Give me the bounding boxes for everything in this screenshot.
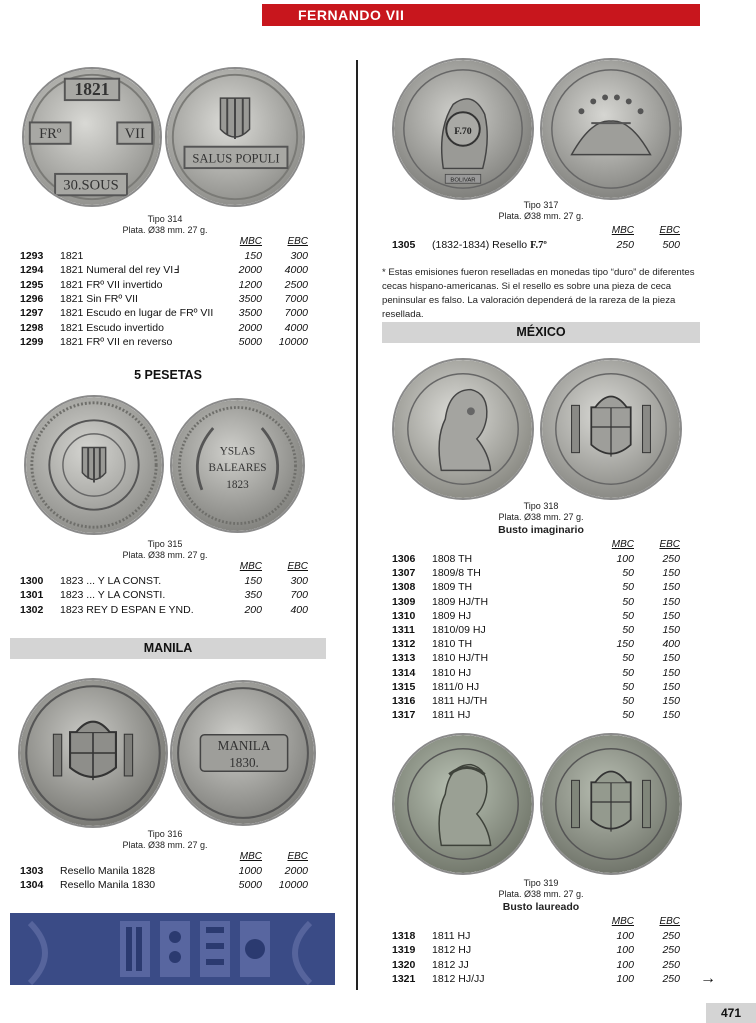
coin-314-right-stamp: VII bbox=[124, 125, 145, 142]
row-description: 1812 HJ bbox=[432, 944, 472, 957]
caption-316 bbox=[100, 829, 230, 851]
table-row bbox=[20, 278, 320, 292]
table-row bbox=[392, 609, 692, 623]
row-ebc: 4000 bbox=[284, 321, 308, 334]
col-mbc-315: MBC bbox=[239, 561, 262, 572]
row-ebc: 250 bbox=[662, 958, 680, 971]
row-number: 1316 bbox=[392, 695, 416, 707]
row-number: 1306 bbox=[392, 553, 416, 565]
row-description: 1811 HJ bbox=[432, 709, 471, 722]
coin-319-reverse bbox=[540, 733, 682, 875]
row-description: 1823 ... Y LA CONST. bbox=[60, 575, 162, 587]
coin-316-line2: 1830. bbox=[229, 755, 259, 771]
col-ebc-319: EBC bbox=[659, 916, 680, 927]
coin-315-obverse bbox=[24, 395, 164, 535]
table-row bbox=[20, 878, 320, 892]
row-description: 1811 HJ/TH bbox=[432, 695, 488, 707]
coin-315-line1: YSLAS bbox=[219, 445, 256, 458]
column-divider bbox=[356, 60, 358, 990]
col-ebc-317: EBC bbox=[659, 225, 680, 236]
row-number: 1304 bbox=[20, 879, 44, 892]
table-row bbox=[392, 580, 692, 594]
table-row bbox=[392, 708, 692, 722]
row-number: 1318 bbox=[392, 930, 416, 942]
page-title: FERNANDO VII bbox=[298, 7, 405, 23]
row-number: 1301 bbox=[20, 589, 44, 602]
col-ebc-318: EBC bbox=[659, 539, 680, 550]
table-row bbox=[20, 306, 320, 320]
row-number: 1313 bbox=[392, 652, 416, 665]
col-ebc-315: EBC bbox=[287, 561, 308, 572]
row-ebc: 150 bbox=[662, 652, 680, 665]
row-description: 1811 HJ bbox=[432, 930, 471, 942]
section-manila: MANILA bbox=[10, 638, 326, 659]
row-mbc: 50 bbox=[622, 666, 634, 679]
row-ebc: 500 bbox=[662, 239, 680, 251]
page-header bbox=[262, 4, 700, 26]
row-number: 1293 bbox=[20, 250, 44, 262]
coin-319-obverse bbox=[392, 733, 534, 875]
table-row-1305 bbox=[392, 238, 692, 252]
row-ebc: 250 bbox=[662, 972, 680, 985]
coin-318-obverse bbox=[392, 358, 534, 500]
row-description: 1810 TH bbox=[432, 638, 473, 651]
row-mbc: 50 bbox=[622, 567, 634, 580]
row-ebc: 7000 bbox=[284, 292, 308, 305]
caption-315-spec: Plata. Ø38 mm. 27 g. bbox=[122, 550, 208, 560]
table-row bbox=[20, 321, 320, 335]
row-mbc: 1000 bbox=[238, 865, 262, 877]
col-ebc-314: EBC bbox=[287, 236, 308, 247]
coin-317-reverse bbox=[540, 58, 682, 200]
stamp-mark: F.7º bbox=[530, 240, 547, 251]
row-mbc: 2000 bbox=[238, 321, 262, 334]
row-mbc: 200 bbox=[244, 603, 262, 616]
table-row bbox=[392, 566, 692, 580]
coin-315-line2: BALEARES bbox=[208, 462, 267, 475]
row-ebc: 300 bbox=[290, 575, 308, 587]
section-mexico: MÉXICO bbox=[382, 322, 700, 343]
row-mbc: 100 bbox=[616, 972, 634, 985]
coin-315-reverse bbox=[170, 398, 305, 533]
row-ebc: 150 bbox=[662, 680, 680, 693]
coin-314-year: 1821 bbox=[74, 79, 110, 100]
caption-318-subtitle: Busto imaginario bbox=[498, 524, 584, 536]
row-ebc: 10000 bbox=[278, 879, 308, 892]
row-ebc: 250 bbox=[662, 930, 680, 942]
row-ebc: 250 bbox=[662, 944, 680, 957]
col-mbc-316: MBC bbox=[239, 851, 262, 862]
table-row bbox=[392, 651, 692, 665]
table-row bbox=[20, 588, 320, 602]
table-row bbox=[20, 292, 320, 306]
row-ebc: 2500 bbox=[284, 278, 308, 291]
coin-314-reverse bbox=[165, 67, 305, 207]
row-mbc: 100 bbox=[616, 944, 634, 957]
row-mbc: 100 bbox=[616, 930, 634, 942]
coin-317-bottom: BOLIVAR bbox=[450, 177, 476, 184]
coin-316-line1: MANILA bbox=[217, 737, 271, 753]
row-mbc: 50 bbox=[622, 624, 634, 636]
row-number: 1314 bbox=[392, 666, 416, 679]
coin-314-left-stamp: FRº bbox=[39, 125, 62, 142]
row-mbc: 50 bbox=[622, 695, 634, 707]
table-row bbox=[392, 680, 692, 694]
row-number: 1302 bbox=[20, 603, 44, 616]
caption-317-type: Tipo 317 bbox=[523, 200, 559, 210]
caption-317 bbox=[476, 200, 606, 222]
row-description: 1821 Escudo invertido bbox=[60, 321, 164, 334]
table-row bbox=[20, 574, 320, 588]
coin-316-obverse bbox=[18, 678, 168, 828]
row-ebc: 150 bbox=[662, 624, 680, 636]
caption-318-spec: Plata. Ø38 mm. 27 g. bbox=[498, 512, 584, 522]
row-mbc: 50 bbox=[622, 709, 634, 722]
row-mbc: 50 bbox=[622, 581, 634, 594]
table-row bbox=[20, 864, 320, 878]
row-description: 1821 FRº VII en reverso bbox=[60, 335, 173, 348]
caption-319-subtitle: Busto laureado bbox=[502, 901, 580, 913]
row-description: 1808 TH bbox=[432, 553, 473, 565]
row-description: 1823 ... Y LA CONSTI. bbox=[60, 589, 166, 602]
row-description: 1809 HJ bbox=[432, 609, 472, 622]
caption-319 bbox=[476, 878, 606, 914]
row-description: Resello Manila 1828 bbox=[60, 865, 156, 877]
row-number: 1310 bbox=[392, 609, 416, 622]
row-description: 1810 HJ/TH bbox=[432, 652, 489, 665]
row-number: 1298 bbox=[20, 321, 44, 334]
row-mbc: 5000 bbox=[238, 879, 262, 892]
row-description: 1812 HJ/JJ bbox=[432, 972, 485, 985]
row-number: 1294 bbox=[20, 264, 44, 277]
row-description: 1809 TH bbox=[432, 581, 473, 594]
row-number: 1300 bbox=[20, 575, 44, 587]
row-description: 1812 JJ bbox=[432, 958, 469, 971]
row-mbc: 50 bbox=[622, 609, 634, 622]
row-description: 1821 Numeral del rey VIℲ bbox=[60, 264, 180, 277]
col-ebc-316: EBC bbox=[287, 851, 308, 862]
row-mbc: 1200 bbox=[238, 278, 262, 291]
coin-314-value-stamp: 30.SOUS bbox=[63, 177, 119, 194]
row-description: 1821 Sin FRº VII bbox=[60, 292, 138, 305]
row-ebc: 400 bbox=[662, 638, 680, 651]
caption-314-spec: Plata. Ø38 mm. 27 g. bbox=[122, 225, 208, 235]
col-mbc-318: MBC bbox=[611, 539, 634, 550]
footnote-317: * Estas emisiones fueron reselladas en monedas tipo “duro” de diferentes cecas hispano-americanas. Si el resello es sobre una pieza de ceca peninsular es falso. La valoración dependerá de la rareza de la pieza resellada. bbox=[382, 267, 695, 320]
caption-318-type: Tipo 318 bbox=[523, 501, 559, 511]
row-ebc: 2000 bbox=[284, 865, 308, 877]
row-mbc: 350 bbox=[244, 589, 262, 602]
page-number: 471 bbox=[706, 1003, 756, 1023]
row-description: 1821 Escudo en lugar de FRº VII bbox=[60, 307, 214, 320]
row-number: 1315 bbox=[392, 680, 416, 693]
row-number: 1296 bbox=[20, 292, 44, 305]
table-row bbox=[20, 263, 320, 277]
row-mbc: 150 bbox=[616, 638, 634, 651]
row-mbc: 100 bbox=[616, 553, 634, 565]
table-row bbox=[392, 972, 692, 986]
row-ebc: 150 bbox=[662, 609, 680, 622]
table-row bbox=[392, 552, 692, 566]
caption-315-type: Tipo 315 bbox=[147, 539, 183, 549]
row-description: 1810 HJ bbox=[432, 666, 472, 679]
row-number: 1308 bbox=[392, 581, 416, 594]
row-mbc: 150 bbox=[244, 250, 262, 262]
row-ebc: 150 bbox=[662, 709, 680, 722]
row-number: 1307 bbox=[392, 567, 416, 580]
table-row bbox=[392, 666, 692, 680]
col-mbc-314: MBC bbox=[239, 236, 262, 247]
caption-314-type: Tipo 314 bbox=[147, 214, 183, 224]
row-ebc: 700 bbox=[290, 589, 308, 602]
row-ebc: 150 bbox=[662, 666, 680, 679]
table-row bbox=[392, 929, 692, 943]
caption-319-spec: Plata. Ø38 mm. 27 g. bbox=[498, 889, 584, 899]
row-mbc: 2000 bbox=[238, 264, 262, 277]
caption-314 bbox=[100, 214, 230, 236]
next-page-arrow[interactable]: → bbox=[700, 970, 716, 987]
table-row bbox=[392, 694, 692, 708]
row-description: (1832-1834) Resello F.7º bbox=[432, 239, 547, 251]
row-mbc: 150 bbox=[244, 575, 262, 587]
row-number: 1321 bbox=[392, 972, 416, 985]
row-ebc: 150 bbox=[662, 567, 680, 580]
col-mbc-319: MBC bbox=[611, 916, 634, 927]
section-5-pesetas: 5 PESETAS bbox=[134, 368, 202, 382]
row-mbc: 100 bbox=[616, 958, 634, 971]
row-ebc: 250 bbox=[662, 553, 680, 565]
table-row bbox=[392, 595, 692, 609]
table-row bbox=[20, 335, 320, 349]
table-row bbox=[392, 958, 692, 972]
row-description: 1823 REY D ESPAN E YND. bbox=[60, 603, 194, 616]
row-ebc: 7000 bbox=[284, 307, 308, 320]
caption-319-type: Tipo 319 bbox=[523, 878, 559, 888]
row-number: 1320 bbox=[392, 958, 416, 971]
coin-317-obverse bbox=[392, 58, 534, 200]
row-number: 1317 bbox=[392, 709, 416, 722]
coin-318-reverse bbox=[540, 358, 682, 500]
row-ebc: 400 bbox=[290, 603, 308, 616]
row-number: 1319 bbox=[392, 944, 416, 957]
coin-315-line3: 1823 bbox=[226, 478, 249, 491]
row-number: 1303 bbox=[20, 865, 44, 877]
row-number: 1309 bbox=[392, 595, 416, 608]
row-description: Resello Manila 1830 bbox=[60, 879, 156, 892]
table-row bbox=[392, 637, 692, 651]
row-mbc: 3500 bbox=[238, 307, 262, 320]
coin-314-legend: SALUS POPULI bbox=[192, 151, 280, 166]
row-number: 1297 bbox=[20, 307, 44, 320]
table-row bbox=[392, 623, 692, 637]
table-row bbox=[20, 603, 320, 617]
coin-317-stamp: F.70 bbox=[454, 125, 472, 137]
row-description: 1809/8 TH bbox=[432, 567, 481, 580]
row-number: 1311 bbox=[392, 624, 415, 636]
row-mbc: 5000 bbox=[238, 335, 262, 348]
row-number: 1295 bbox=[20, 278, 44, 291]
row-ebc: 4000 bbox=[284, 264, 308, 277]
row-ebc: 150 bbox=[662, 695, 680, 707]
caption-318 bbox=[476, 501, 606, 537]
row-description: 1811/0 HJ bbox=[432, 680, 480, 693]
row-ebc: 150 bbox=[662, 595, 680, 608]
row-description: 1821 bbox=[60, 250, 84, 262]
row-description: 1810/09 HJ bbox=[432, 624, 486, 636]
col-mbc-317: MBC bbox=[611, 225, 634, 236]
row-description: 1821 FRº VII invertido bbox=[60, 278, 163, 291]
row-description: 1809 HJ/TH bbox=[432, 595, 489, 608]
row-ebc: 300 bbox=[290, 250, 308, 262]
row-number: 1299 bbox=[20, 335, 44, 348]
table-row bbox=[20, 249, 320, 263]
caption-316-type: Tipo 316 bbox=[147, 829, 183, 839]
caption-317-spec: Plata. Ø38 mm. 27 g. bbox=[498, 211, 584, 221]
table-row bbox=[392, 943, 692, 957]
row-number: 1305 bbox=[392, 239, 416, 251]
row-number: 1312 bbox=[392, 638, 416, 651]
row-mbc: 50 bbox=[622, 680, 634, 693]
caption-315 bbox=[100, 539, 230, 561]
row-ebc: 10000 bbox=[278, 335, 308, 348]
row-mbc: 250 bbox=[616, 239, 634, 251]
row-mbc: 50 bbox=[622, 595, 634, 608]
coin-316-reverse bbox=[170, 680, 316, 826]
row-mbc: 3500 bbox=[238, 292, 262, 305]
coin-314-obverse bbox=[22, 67, 162, 207]
row-mbc: 50 bbox=[622, 652, 634, 665]
row-ebc: 150 bbox=[662, 581, 680, 594]
caption-316-spec: Plata. Ø38 mm. 27 g. bbox=[122, 840, 208, 850]
decorative-banner bbox=[10, 913, 335, 985]
